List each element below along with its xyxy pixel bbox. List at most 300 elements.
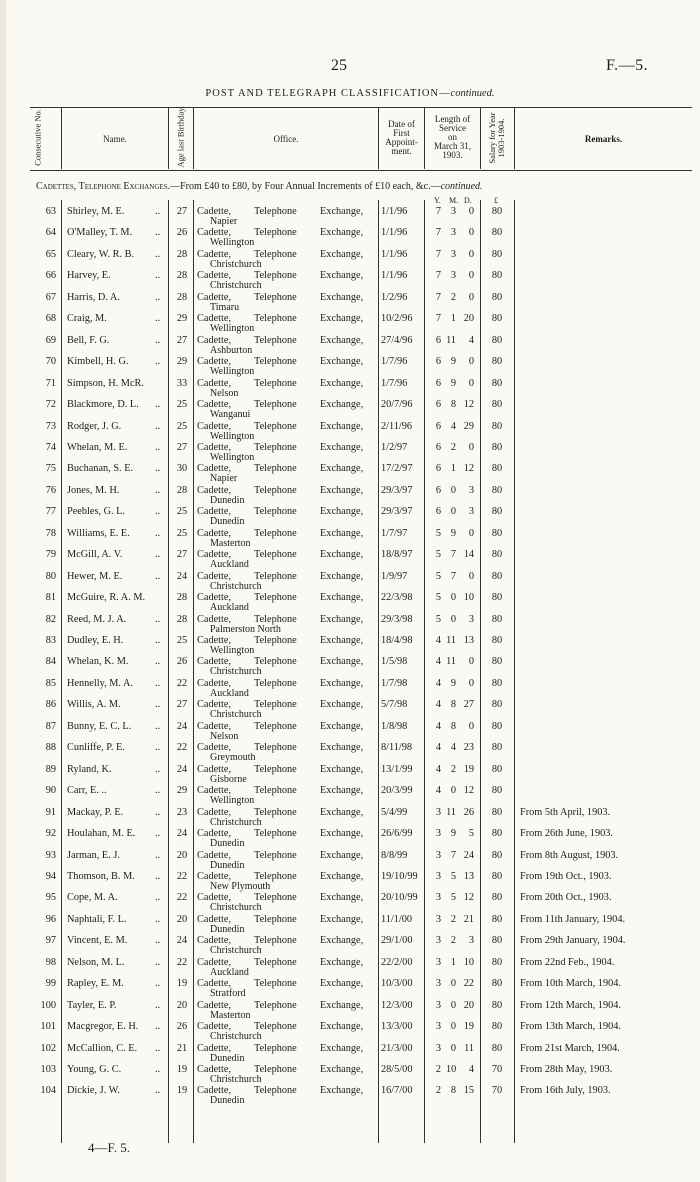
row-age: 21 (176, 1042, 188, 1054)
row-service-days: 13 (463, 635, 474, 646)
office-cadette: Cadette, (197, 356, 232, 368)
row-name: Dickie, J. W. (67, 1085, 120, 1097)
row-appointment-date: 5/7/98 (381, 699, 408, 711)
office-exchange: Exchange, (320, 828, 364, 840)
row-service-years: 4 (435, 742, 441, 754)
row-leader-dots: .. (155, 463, 161, 475)
office-cadette: Cadette, (197, 892, 232, 904)
row-appointment-date: 5/4/99 (381, 806, 408, 818)
table-row (0, 399, 700, 420)
table-row (0, 227, 700, 248)
row-remarks: From 21st March, 1904. (520, 1042, 620, 1054)
table-row (0, 1043, 700, 1064)
row-service-years: 2 (435, 1064, 441, 1075)
row-salary: 80 (491, 720, 503, 732)
row-name: Buchanan, S. E. (67, 463, 134, 475)
office-town: Christchurch (210, 258, 262, 270)
table-row (0, 678, 700, 699)
office-town: Napier (210, 216, 238, 227)
row-leader-dots: .. (155, 248, 161, 260)
row-service-years: 6 (435, 484, 441, 496)
row-service-months: 8 (450, 699, 456, 711)
row-service-years: 2 (435, 1085, 441, 1097)
row-age: 20 (176, 913, 188, 925)
table-row (0, 571, 700, 592)
office-town: Wellington (210, 430, 255, 442)
row-leader-dots: .. (155, 828, 161, 840)
office-exchange: Exchange, (320, 506, 364, 518)
row-service-years: 3 (435, 935, 441, 947)
row-age: 25 (176, 635, 188, 646)
row-age: 19 (176, 1085, 188, 1097)
header-name: Name. (103, 134, 127, 144)
office-exchange: Exchange, (320, 613, 364, 625)
office-exchange: Exchange, (320, 270, 364, 282)
row-service-months: 2 (450, 913, 456, 925)
office-cadette: Cadette, (197, 377, 232, 389)
table-row (0, 1021, 700, 1042)
row-number: 99 (45, 978, 56, 990)
office-telephone: Telephone (254, 484, 297, 496)
row-age: 28 (176, 484, 188, 496)
row-age: 24 (176, 570, 188, 582)
row-remarks: From 29th January, 1904. (520, 935, 626, 947)
row-age: 22 (176, 892, 188, 904)
office-town: Wellington (210, 795, 255, 807)
page-subtitle (0, 88, 700, 99)
row-service-days: 0 (468, 248, 474, 260)
row-salary: 80 (491, 399, 503, 411)
office-cadette: Cadette, (197, 334, 232, 346)
row-service-months: 5 (450, 870, 456, 882)
table-row (0, 335, 700, 356)
row-salary: 80 (491, 313, 503, 325)
office-exchange: Exchange, (320, 1042, 364, 1054)
row-salary: 80 (491, 463, 503, 475)
row-service-months: 0 (450, 506, 456, 518)
row-service-days: 3 (468, 935, 474, 947)
row-service-years: 3 (435, 999, 441, 1011)
row-number: 74 (45, 441, 56, 453)
office-telephone: Telephone (254, 870, 297, 882)
row-name: Mackay, P. E. (67, 806, 124, 818)
office-cadette: Cadette, (197, 720, 232, 732)
office-town: Greymouth (210, 752, 256, 764)
row-service-months: 3 (450, 270, 456, 282)
row-service-days: 3 (468, 613, 474, 625)
row-remarks: From 5th April, 1903. (520, 806, 611, 818)
office-telephone: Telephone (254, 763, 297, 775)
office-exchange: Exchange, (320, 248, 364, 260)
row-service-days: 23 (463, 742, 474, 754)
table-row (0, 442, 700, 463)
row-salary: 80 (491, 699, 503, 711)
row-salary: 80 (491, 956, 503, 968)
office-telephone: Telephone (254, 463, 297, 475)
office-telephone: Telephone (254, 291, 297, 303)
office-town: Timaru (210, 301, 240, 313)
row-name: Rodger, J. G. (67, 420, 122, 432)
office-town: Auckland (210, 687, 249, 699)
row-name: Simpson, H. McR. (67, 377, 144, 389)
office-town: Wanganui (210, 409, 251, 421)
row-service-years: 3 (435, 870, 441, 882)
office-cadette: Cadette, (197, 441, 232, 453)
row-age: 26 (176, 227, 188, 239)
office-telephone: Telephone (254, 720, 297, 732)
row-appointment-date: 1/2/97 (381, 441, 408, 453)
row-service-years: 6 (435, 420, 441, 432)
row-appointment-date: 1/2/96 (381, 291, 408, 303)
row-salary: 80 (491, 999, 503, 1011)
office-town: Palmerston North (210, 623, 281, 635)
row-appointment-date: 1/7/96 (381, 377, 408, 389)
row-number: 94 (45, 870, 56, 882)
row-service-months: 7 (450, 549, 456, 561)
row-salary: 80 (491, 742, 503, 754)
row-salary: 80 (491, 356, 503, 368)
row-number: 75 (45, 463, 56, 475)
table-row (0, 421, 700, 442)
section-description: —From £40 to £80, by Four Annual Increments of £10 each, &c.— (170, 181, 441, 192)
row-remarks: From 20th Oct., 1903. (520, 892, 612, 904)
table-row (0, 378, 700, 399)
row-service-days: 26 (463, 806, 474, 818)
row-name: Carr, E. .. (67, 785, 107, 797)
row-leader-dots: .. (155, 441, 161, 453)
row-service-months: 4 (450, 420, 456, 432)
row-leader-dots: .. (155, 420, 161, 432)
row-salary: 80 (491, 1021, 503, 1033)
row-appointment-date: 22/2/00 (381, 956, 413, 968)
row-service-years: 7 (435, 313, 441, 325)
row-service-days: 0 (468, 356, 474, 368)
table-row (0, 978, 700, 999)
office-town: Christchurch (210, 709, 262, 721)
row-name: Craig, M. (67, 313, 107, 325)
row-age: 29 (176, 313, 188, 325)
row-name: Peebles, G. L. (67, 506, 126, 518)
row-service-months: 1 (450, 956, 456, 968)
row-service-days: 3 (468, 484, 474, 496)
row-number: 96 (45, 913, 56, 925)
office-exchange: Exchange, (320, 677, 364, 689)
row-number: 86 (45, 699, 56, 711)
office-cadette: Cadette, (197, 956, 232, 968)
row-number: 103 (40, 1064, 56, 1075)
office-telephone: Telephone (254, 270, 297, 282)
row-appointment-date: 27/4/96 (381, 334, 413, 346)
row-salary: 80 (491, 570, 503, 582)
row-number: 67 (45, 291, 56, 303)
row-service-years: 5 (435, 570, 441, 582)
office-cadette: Cadette, (197, 1042, 232, 1054)
row-appointment-date: 11/1/00 (381, 913, 413, 925)
row-age: 27 (176, 441, 188, 453)
row-salary: 80 (491, 613, 503, 625)
row-number: 66 (45, 270, 56, 282)
row-remarks: From 10th March, 1904. (520, 978, 621, 990)
office-telephone: Telephone (254, 1021, 297, 1033)
row-salary: 80 (491, 377, 503, 389)
office-exchange: Exchange, (320, 377, 364, 389)
table-row (0, 549, 700, 570)
row-salary: 80 (491, 656, 503, 668)
row-service-days: 0 (468, 656, 474, 668)
row-remarks: From 11th January, 1904. (520, 913, 626, 925)
row-service-months: 11 (446, 334, 456, 346)
row-leader-dots: .. (155, 656, 161, 668)
office-cadette: Cadette, (197, 463, 232, 475)
row-number: 93 (45, 849, 56, 861)
office-telephone: Telephone (254, 527, 297, 539)
row-salary: 80 (491, 935, 503, 947)
row-name: Cleary, W. R. B. (67, 248, 135, 260)
row-number: 85 (45, 677, 56, 689)
table-row (0, 914, 700, 935)
office-telephone: Telephone (254, 1042, 297, 1054)
office-telephone: Telephone (254, 592, 297, 604)
row-salary: 80 (491, 763, 503, 775)
row-name: Houlahan, M. E. (67, 828, 136, 840)
document-reference: F.—5. (606, 57, 649, 74)
row-service-years: 3 (435, 828, 441, 840)
office-town: Gisborne (210, 773, 247, 785)
office-telephone: Telephone (254, 549, 297, 561)
row-service-years: 5 (435, 592, 441, 604)
office-exchange: Exchange, (320, 441, 364, 453)
row-number: 80 (45, 570, 56, 582)
row-service-months: 9 (450, 356, 456, 368)
row-appointment-date: 29/3/97 (381, 506, 413, 518)
office-telephone: Telephone (254, 570, 297, 582)
unit-years: Y. (434, 196, 441, 205)
row-number: 81 (45, 592, 56, 604)
row-name: McGill, A. V. (67, 549, 123, 561)
row-age: 25 (176, 506, 188, 518)
row-age: 20 (176, 849, 188, 861)
row-age: 28 (176, 248, 188, 260)
row-service-months: 0 (450, 999, 456, 1011)
row-number: 90 (45, 785, 56, 797)
office-town: Masterton (210, 1009, 251, 1021)
row-salary: 80 (491, 913, 503, 925)
row-salary: 80 (491, 270, 503, 282)
office-cadette: Cadette, (197, 592, 232, 604)
row-remarks: From 13th March, 1904. (520, 1021, 621, 1033)
office-exchange: Exchange, (320, 656, 364, 668)
row-service-days: 15 (463, 1085, 474, 1097)
row-leader-dots: .. (155, 1064, 161, 1075)
row-remarks: From 16th July, 1903. (520, 1085, 611, 1097)
office-town: Dunedin (210, 923, 245, 935)
row-leader-dots: .. (155, 978, 161, 990)
row-salary: 80 (491, 248, 503, 260)
office-telephone: Telephone (254, 334, 297, 346)
row-number: 104 (40, 1085, 56, 1097)
row-age: 24 (176, 828, 188, 840)
row-number: 68 (45, 313, 56, 325)
row-age: 28 (176, 270, 188, 282)
office-town: Dunedin (210, 1052, 245, 1064)
row-remarks: From 8th August, 1903. (520, 849, 619, 861)
row-leader-dots: .. (155, 1021, 161, 1033)
office-exchange: Exchange, (320, 570, 364, 582)
row-service-months: 9 (450, 377, 456, 389)
office-exchange: Exchange, (320, 527, 364, 539)
office-telephone: Telephone (254, 978, 297, 990)
row-age: 33 (176, 377, 188, 389)
row-leader-dots: .. (155, 956, 161, 968)
row-salary: 80 (491, 828, 503, 840)
office-cadette: Cadette, (197, 399, 232, 411)
row-appointment-date: 1/1/96 (381, 206, 408, 217)
row-salary: 80 (491, 291, 503, 303)
office-exchange: Exchange, (320, 463, 364, 475)
office-cadette: Cadette, (197, 699, 232, 711)
row-service-months: 0 (450, 978, 456, 990)
office-exchange: Exchange, (320, 356, 364, 368)
row-number: 78 (45, 527, 56, 539)
row-name: Cope, M. A. (67, 892, 118, 904)
office-cadette: Cadette, (197, 656, 232, 668)
row-leader-dots: .. (155, 270, 161, 282)
office-cadette: Cadette, (197, 742, 232, 754)
office-exchange: Exchange, (320, 956, 364, 968)
row-service-months: 8 (450, 399, 456, 411)
office-exchange: Exchange, (320, 978, 364, 990)
table-row (0, 506, 700, 527)
row-remarks: From 22nd Feb., 1904. (520, 956, 615, 968)
row-number: 88 (45, 742, 56, 754)
office-town: Wellington (210, 451, 255, 463)
row-name: O'Malley, T. M. (67, 227, 133, 239)
row-age: 22 (176, 956, 188, 968)
row-name: Thomson, B. M. (67, 870, 135, 882)
row-service-days: 5 (468, 828, 474, 840)
office-telephone: Telephone (254, 656, 297, 668)
row-service-months: 0 (450, 1021, 456, 1033)
row-service-months: 3 (450, 206, 456, 217)
row-leader-dots: .. (155, 699, 161, 711)
row-service-years: 3 (435, 806, 441, 818)
row-appointment-date: 19/10/99 (381, 870, 418, 882)
office-town: Nelson (210, 387, 239, 399)
row-name: Ryland, K. (67, 763, 112, 775)
office-exchange: Exchange, (320, 849, 364, 861)
row-appointment-date: 10/2/96 (381, 313, 413, 325)
row-appointment-date: 29/3/98 (381, 613, 413, 625)
row-salary: 80 (491, 527, 503, 539)
office-cadette: Cadette, (197, 828, 232, 840)
row-salary: 80 (491, 849, 503, 861)
row-appointment-date: 1/8/98 (381, 720, 408, 732)
row-salary: 80 (491, 635, 503, 646)
table-row (0, 935, 700, 956)
row-age: 28 (176, 592, 188, 604)
row-appointment-date: 10/3/00 (381, 978, 413, 990)
row-service-months: 0 (450, 484, 456, 496)
row-service-months: 4 (450, 742, 456, 754)
row-leader-dots: .. (155, 291, 161, 303)
row-appointment-date: 26/6/99 (381, 828, 413, 840)
row-service-days: 0 (468, 441, 474, 453)
row-number: 70 (45, 356, 56, 368)
row-service-months: 2 (450, 441, 456, 453)
office-telephone: Telephone (254, 356, 297, 368)
row-service-days: 12 (463, 463, 474, 475)
office-town: Dunedin (210, 1095, 245, 1107)
row-number: 65 (45, 248, 56, 260)
row-name: Kimbell, H. G. (67, 356, 129, 368)
row-appointment-date: 21/3/00 (381, 1042, 413, 1054)
table-row (0, 485, 700, 506)
row-leader-dots: .. (155, 999, 161, 1011)
row-service-days: 4 (468, 334, 474, 346)
row-number: 97 (45, 935, 56, 947)
row-name: Harris, D. A. (67, 291, 120, 303)
row-number: 76 (45, 484, 56, 496)
office-telephone: Telephone (254, 828, 297, 840)
row-leader-dots: .. (155, 206, 161, 217)
office-telephone: Telephone (254, 506, 297, 518)
row-salary: 70 (491, 1085, 503, 1097)
row-name: Hennelly, M. A. (67, 677, 133, 689)
office-exchange: Exchange, (320, 699, 364, 711)
row-name: Harvey, E. (67, 270, 111, 282)
row-number: 84 (45, 656, 56, 668)
row-service-days: 27 (463, 699, 474, 711)
office-cadette: Cadette, (197, 484, 232, 496)
office-cadette: Cadette, (197, 506, 232, 518)
row-appointment-date: 1/7/98 (381, 677, 408, 689)
row-number: 82 (45, 613, 56, 625)
row-leader-dots: .. (155, 356, 161, 368)
row-service-years: 4 (435, 635, 441, 646)
row-service-days: 21 (463, 913, 474, 925)
table-row (0, 807, 700, 828)
row-salary: 80 (491, 441, 503, 453)
office-exchange: Exchange, (320, 870, 364, 882)
row-name: Vincent, E. M. (67, 935, 128, 947)
table-row (0, 249, 700, 270)
row-appointment-date: 18/4/98 (381, 635, 413, 646)
table-row (0, 828, 700, 849)
office-exchange: Exchange, (320, 334, 364, 346)
row-name: Macgregor, E. H. (67, 1021, 139, 1033)
row-leader-dots: .. (155, 1085, 161, 1097)
row-leader-dots: .. (155, 334, 161, 346)
office-telephone: Telephone (254, 441, 297, 453)
office-exchange: Exchange, (320, 892, 364, 904)
table-row (0, 206, 700, 227)
row-service-months: 9 (450, 828, 456, 840)
row-service-months: 5 (450, 892, 456, 904)
row-service-years: 6 (435, 506, 441, 518)
row-service-months: 11 (446, 656, 456, 668)
office-telephone: Telephone (254, 635, 297, 646)
row-service-years: 3 (435, 978, 441, 990)
table-row (0, 356, 700, 377)
office-cadette: Cadette, (197, 935, 232, 947)
row-service-days: 14 (463, 549, 474, 561)
office-town: Wellington (210, 366, 255, 378)
row-name: Tayler, E. P. (67, 999, 117, 1011)
row-service-years: 6 (435, 463, 441, 475)
row-name: Rapley, E. M. (67, 978, 124, 990)
row-name: Hewer, M. E. (67, 570, 123, 582)
row-salary: 80 (491, 549, 503, 561)
